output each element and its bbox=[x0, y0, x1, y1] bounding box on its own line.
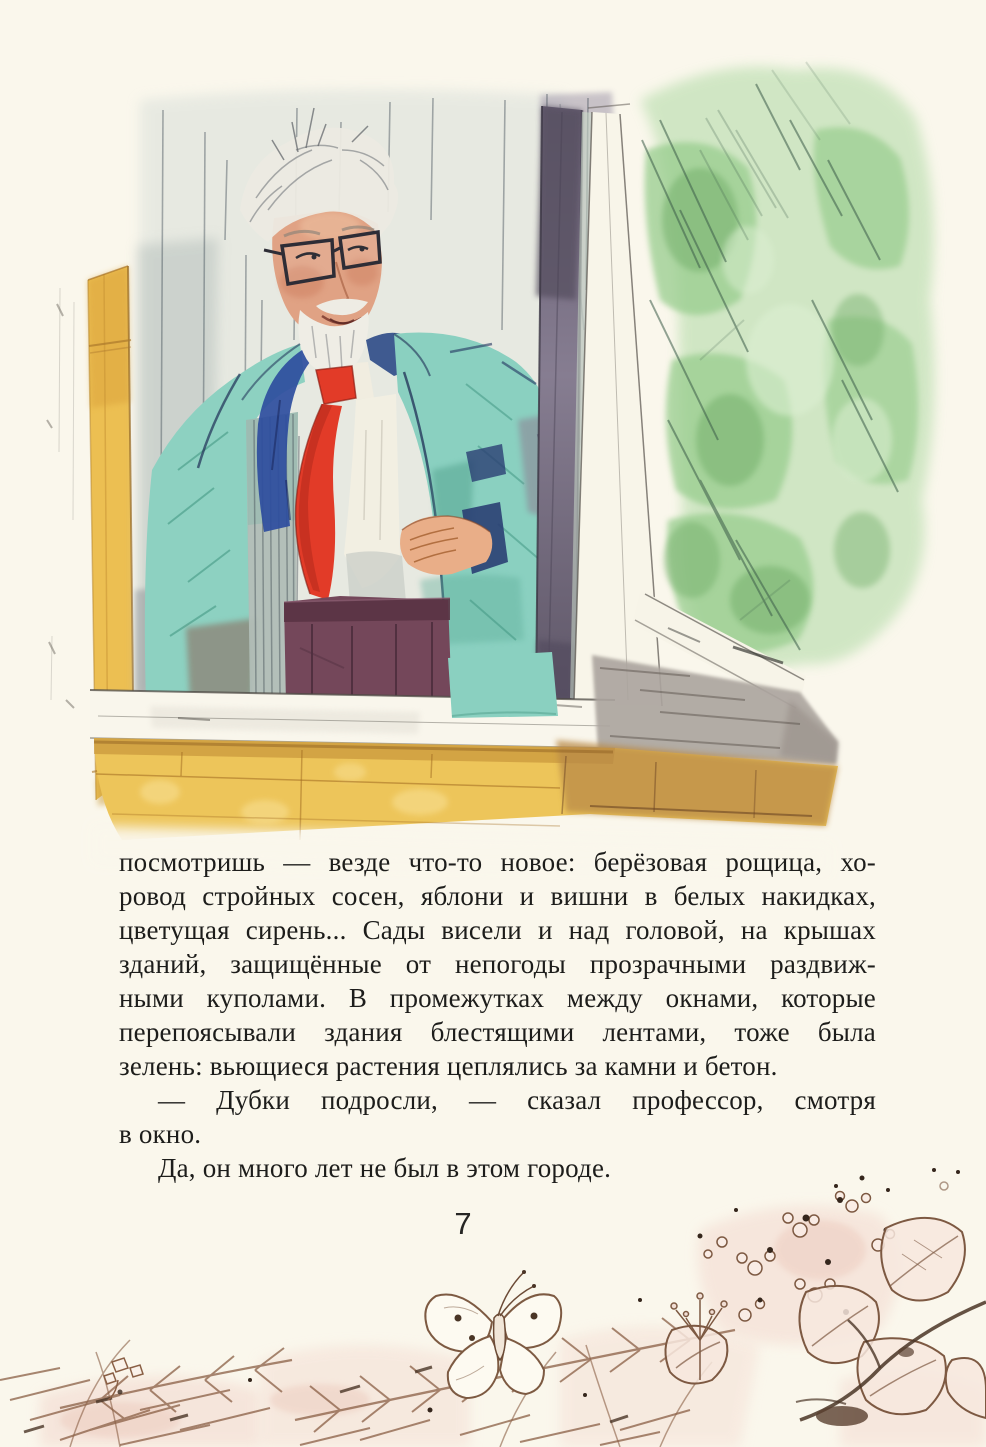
footer-botanical-decoration bbox=[0, 1128, 986, 1447]
story-line: — Дубки подросли, — сказал профессор, смотря bbox=[158, 1085, 876, 1115]
story-line: Да, он много лет не был в этом городе. bbox=[158, 1153, 612, 1183]
story-line: зданий, защищённые от непогоды прозрачными раздвиж- bbox=[119, 949, 876, 979]
story-line: посмотришь — везде что-то новое: берёзовая рощица, хо- bbox=[119, 847, 876, 877]
story-line: зелень: вьющиеся растения цеплялись за камни и бетон. bbox=[119, 1051, 778, 1081]
story-line: перепоясывали здания блестящими лентами, тоже была bbox=[119, 1017, 876, 1047]
story-line: цветущая сирень... Сады висели и над головой, на крышах bbox=[119, 915, 876, 945]
foliage-green bbox=[640, 62, 935, 667]
page-number: 7 bbox=[454, 1206, 472, 1241]
story-line: ными куполами. В промежутках между окнами, которые bbox=[119, 983, 876, 1013]
story-line: ровод стройных сосен, яблони и вишни в белых накидках, bbox=[119, 881, 876, 911]
story-line: в окно. bbox=[119, 1119, 202, 1149]
